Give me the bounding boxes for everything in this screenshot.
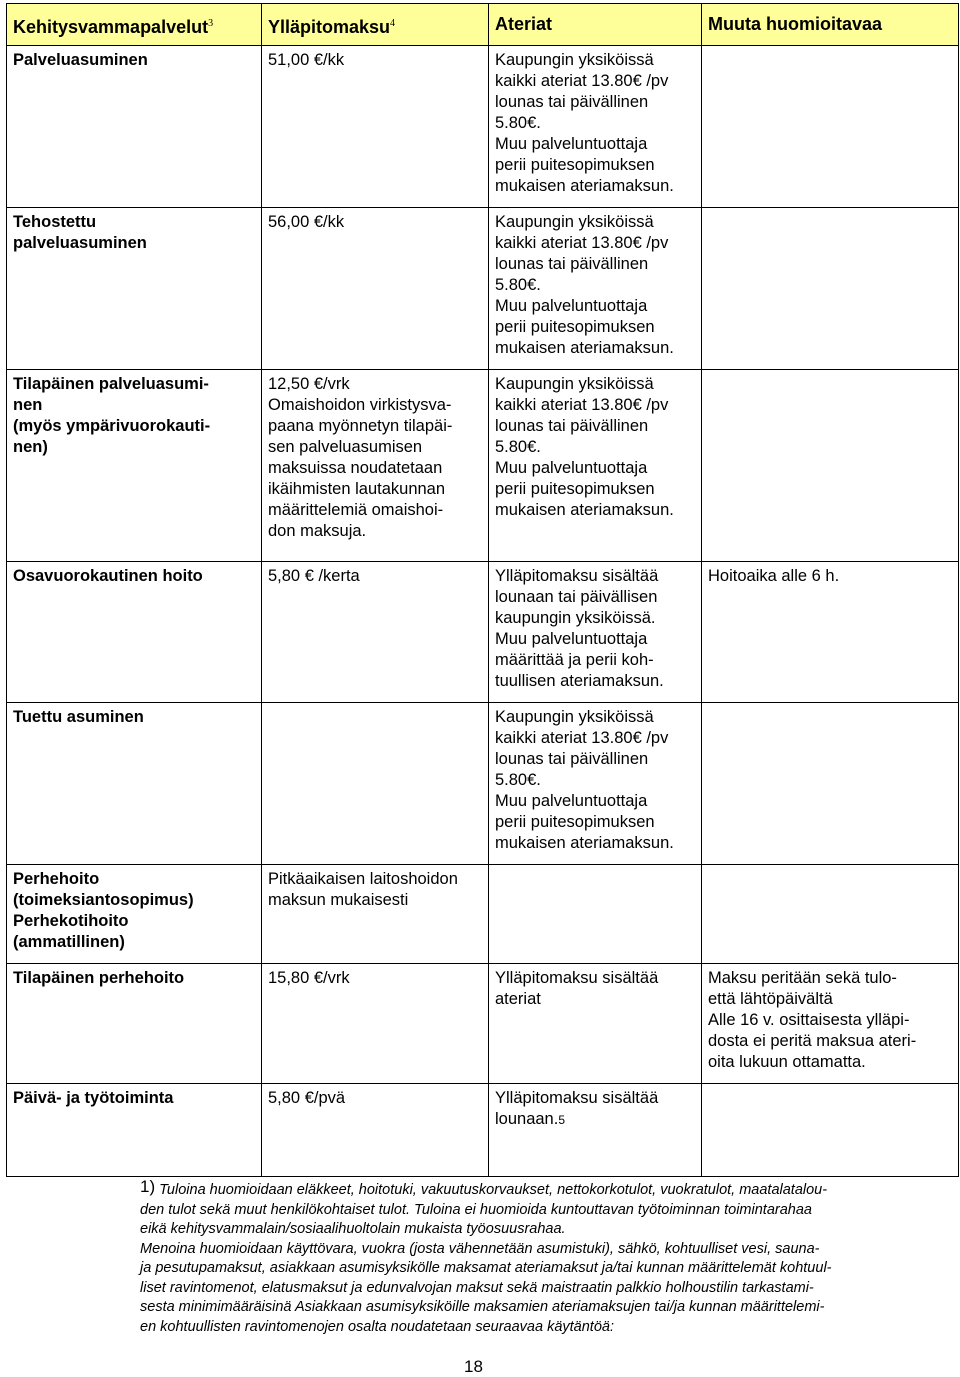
row-notes: [702, 46, 959, 208]
row-meals-footnote: 5: [558, 1113, 565, 1127]
row-label: Tuettu asuminen: [7, 703, 262, 865]
header-notes: [702, 4, 959, 46]
page-number: 18: [464, 1357, 483, 1376]
row-meals: Kaupungin yksiköissä kaikki ateriat 13.80€ /pv lounas tai päivällinen 5.80€. Muu palveluntuottaja perii puitesopimuksen mukaisen ateriamaksun.: [489, 46, 702, 208]
row-meals: [489, 1084, 702, 1177]
header-fee-footnote: 4: [390, 18, 396, 29]
footnote-marker: 1): [140, 1177, 156, 1196]
row-label: Tehostettu palveluasuminen: [7, 208, 262, 370]
row-fee: 5,80 € /kerta: [262, 562, 489, 703]
table-row: [7, 1084, 959, 1177]
row-fee: 5,80 €/pvä: [262, 1084, 489, 1177]
table-header-row: [7, 4, 959, 46]
row-label: Palveluasuminen: [7, 46, 262, 208]
table-row: [7, 865, 959, 964]
header-service-label: Kehitysvammapalvelut: [13, 17, 209, 37]
table-row: [7, 208, 959, 370]
row-fee: 12,50 €/vrk Omaishoidon virkistysva- paana myönnetyn tilapäi- sen palveluasumisen maksuissa noudatetaan ikäihmisten lautakunnan määrittelemiä omaishoi- don maksuja.: [262, 370, 489, 562]
header-fee-label: Ylläpitomaksu: [268, 17, 391, 37]
row-notes: [702, 703, 959, 865]
row-label: Tilapäinen palveluasumi- nen (myös ympärivuorokauti- nen): [7, 370, 262, 562]
row-notes: Hoitoaika alle 6 h.: [702, 562, 959, 703]
header-service: [7, 4, 262, 46]
row-label: Tilapäinen perhehoito: [7, 964, 262, 1084]
header-fee: [262, 4, 489, 46]
row-fee: 51,00 €/kk: [262, 46, 489, 208]
footnotes: [140, 1177, 930, 1337]
row-fee: Pitkäaikaisen laitoshoidon maksun mukaisesti: [262, 865, 489, 964]
footnote-income: [140, 1177, 930, 1240]
header-service-footnote: 3: [208, 18, 214, 29]
row-notes: [702, 370, 959, 562]
header-meals: [489, 4, 702, 46]
row-notes: [702, 1084, 959, 1177]
table-row: [7, 964, 959, 1084]
fee-table: [6, 3, 959, 1177]
row-fee: 15,80 €/vrk: [262, 964, 489, 1084]
row-meals: Kaupungin yksiköissä kaikki ateriat 13.80€ /pv lounas tai päivällinen 5.80€. Muu palveluntuottaja perii puitesopimuksen mukaisen ateriamaksun.: [489, 703, 702, 865]
row-notes: Maksu peritään sekä tulo- että lähtöpäivältä Alle 16 v. osittaisesta ylläpi- dosta ei peritä maksua ateri- oita lukuun ottamatta.: [702, 964, 959, 1084]
row-label: Perhehoito (toimeksiantosopimus) Perhekotihoito (ammatillinen): [7, 865, 262, 964]
header-meals-label: Ateriat: [495, 14, 553, 34]
table-row: [7, 370, 959, 562]
footnote-expenses: Menoina huomioidaan käyttövara, vuokra (josta vähennetään asumistuki), sähkö, kohtuulliset vesi, sauna- ja pesutupamaksut, asiakkaan asumisyksikölle maksamat ateriamaksut ja/tai kunnan määrittelemät kohtuul- liset ravintomenot, elatusmaksut ja edunvalvojan maksut sekä maistraatin palkkio holhoustilin tarkastami- sesta minimimääräisinä Asiakkaan asumisyksiköille maksamien ateriamaksujen tai/ja kunnan määrittelemi- en kohtuullisten ravintomenojen osalta noudatetaan seuraavaa käytäntöä:: [140, 1240, 832, 1335]
row-notes: [702, 865, 959, 964]
table-row: [7, 703, 959, 865]
row-meals: Kaupungin yksiköissä kaikki ateriat 13.80€ /pv lounas tai päivällinen 5.80€. Muu palveluntuottaja perii puitesopimuksen mukaisen ateriamaksun.: [489, 208, 702, 370]
table-row: [7, 46, 959, 208]
footnote-income-text: Tuloina huomioidaan eläkkeet, hoitotuki, vakuutuskorvaukset, nettokorkotulot, vuokratulot, maatalatalou- den tulot sekä muut henkilökohtaiset tulot. Tuloina ei huomioida kuntouttavan työtoiminnan toimintarahaa eikä kehitysvammalain/sosiaalihuoltolain mukaista työosuusrahaa.: [140, 1182, 828, 1237]
row-meals: Ylläpitomaksu sisältää ateriat: [489, 964, 702, 1084]
header-notes-label: Muuta huomioitavaa: [708, 14, 883, 34]
row-meals: Ylläpitomaksu sisältää lounaan tai päivällisen kaupungin yksiköissä. Muu palveluntuottaja määrittää ja perii koh- tuullisen ateriamaksun.: [489, 562, 702, 703]
row-label: Osavuorokautinen hoito: [7, 562, 262, 703]
row-label: Päivä- ja työtoiminta: [7, 1084, 262, 1177]
row-fee: 56,00 €/kk: [262, 208, 489, 370]
row-meals-text: Ylläpitomaksu sisältää lounaan.: [495, 1089, 659, 1128]
row-notes: [702, 208, 959, 370]
row-fee: [262, 703, 489, 865]
row-meals: Kaupungin yksiköissä kaikki ateriat 13.80€ /pv lounas tai päivällinen 5.80€. Muu palveluntuottaja perii puitesopimuksen mukaisen ateriamaksun.: [489, 370, 702, 562]
row-meals: [489, 865, 702, 964]
table-row: [7, 562, 959, 703]
